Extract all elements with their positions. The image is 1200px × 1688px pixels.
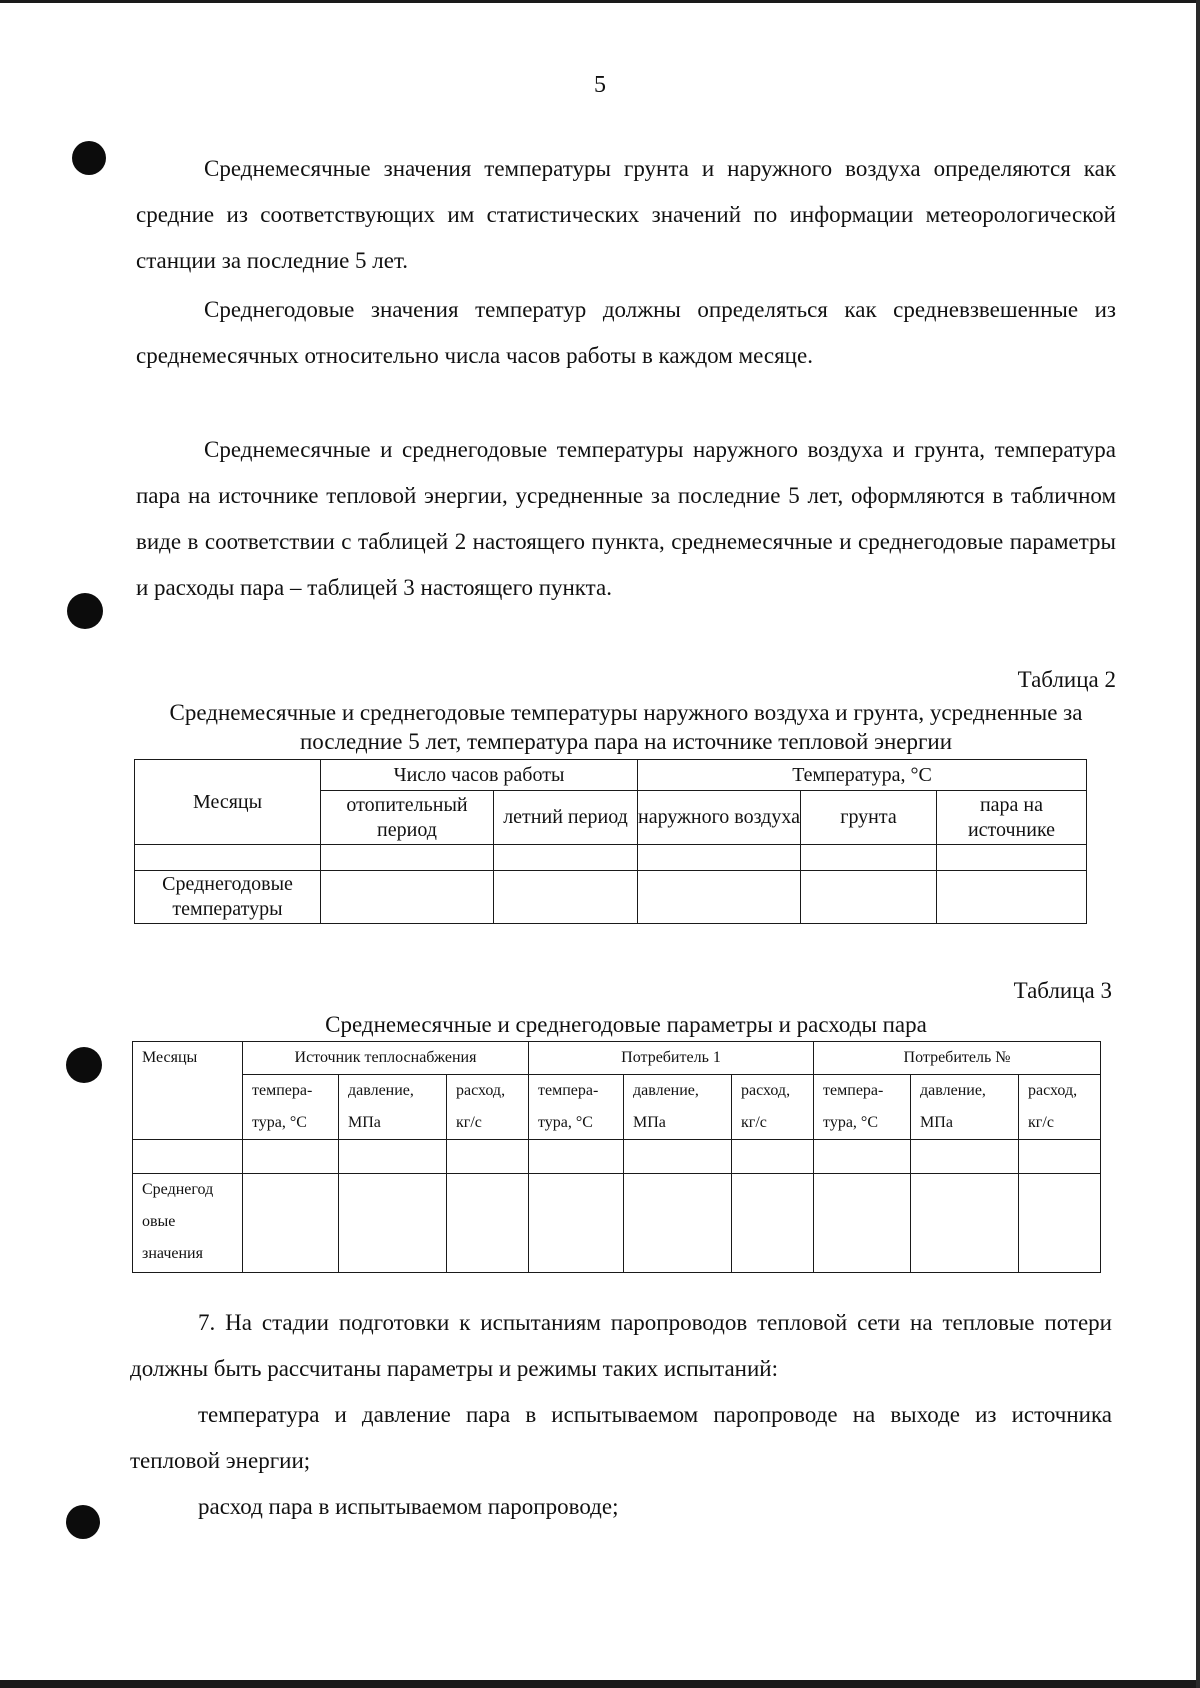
table-cell [638, 871, 801, 924]
table3-header-pressure: давление, МПа [339, 1075, 447, 1140]
table2-header-heating-period: отопительный период [321, 791, 494, 845]
table-cell [529, 1140, 624, 1174]
table-cell [321, 845, 494, 871]
table3-header-flow: расход, кг/с [732, 1075, 814, 1140]
scan-edge-bottom [0, 1680, 1200, 1688]
table2-header-row [135, 760, 1087, 791]
table-cell [339, 1174, 447, 1273]
table-cell [814, 1174, 911, 1273]
table3-header-pressure: давление, МПа [624, 1075, 732, 1140]
table2-header-soil: грунта [801, 791, 937, 845]
table2-title: Среднемесячные и среднегодовые температуры наружного воздуха и грунта, усредненные за последние 5 лет, температура пара на источнике тепловой энергии [169, 700, 1083, 754]
table2-header-months: Месяцы [135, 760, 321, 845]
table-cell [1019, 1140, 1101, 1174]
table3-header-temperature: темпера- тура, °С [243, 1075, 339, 1140]
table3-header-flow: расход, кг/с [447, 1075, 529, 1140]
table3-header-consumer-n: Потребитель № [814, 1042, 1101, 1075]
table3-header-consumer-1: Потребитель 1 [529, 1042, 814, 1075]
table2-header-summer-period: летний период [494, 791, 638, 845]
table-cell [638, 845, 801, 871]
table3-header-row [133, 1042, 1101, 1075]
table3 [132, 1041, 1101, 1273]
punch-hole [72, 141, 106, 175]
table3-header-flow: расход, кг/с [1019, 1075, 1101, 1140]
table-cell [624, 1174, 732, 1273]
table3-header-temperature: темпера- тура, °С [529, 1075, 624, 1140]
scan-edge-right [1196, 0, 1200, 1688]
table-cell [732, 1174, 814, 1273]
table2-number: Таблица 2 [1017, 667, 1116, 692]
table-cell [447, 1174, 529, 1273]
table2 [134, 759, 1087, 924]
table3-subheader-row [133, 1075, 1101, 1140]
paragraph-table-format: Среднемесячные и среднегодовые температуры наружного воздуха и грунта, температура пара на источнике тепловой энергии, усредненные за последние 5 лет, оформляются в табличном виде в соответствии с таблицей 2 настоящего пункта, среднемесячные и среднегодовые параметры и расходы пара – таблицей 3 настоящего пункта. [136, 437, 1116, 600]
table-row [135, 845, 1087, 871]
table-cell [937, 845, 1087, 871]
table-cell [732, 1140, 814, 1174]
table3-header-source: Источник теплоснабжения [243, 1042, 529, 1075]
punch-hole [67, 593, 103, 629]
paragraph-steam-flow: расход пара в испытываемом паропроводе; [198, 1494, 619, 1519]
table2-row-annual: Среднегодовые температуры [135, 871, 321, 924]
table-cell [133, 1140, 243, 1174]
table-row [133, 1140, 1101, 1174]
paragraph-annual-values: Среднегодовые значения температур должны определяться как средневзвешенные из среднемесячных относительно числа часов работы в каждом месяце. [136, 297, 1116, 368]
paragraph-item-7: 7. На стадии подготовки к испытаниям паропроводов тепловой сети на тепловые потери должны быть рассчитаны параметры и режимы таких испытаний: [130, 1310, 1112, 1381]
table3-header-temperature: темпера- тура, °С [814, 1075, 911, 1140]
paragraph-monthly-values: Среднемесячные значения температуры грунта и наружного воздуха определяются как средние из соответствующих им статистических значений по информации метеорологической станции за последние 5 лет. [136, 156, 1116, 273]
table-cell [801, 845, 937, 871]
table-cell [243, 1174, 339, 1273]
table2-header-hours: Число часов работы [321, 760, 638, 791]
table3-number: Таблица 3 [1013, 978, 1112, 1003]
table-cell [911, 1174, 1019, 1273]
page-number: 5 [594, 72, 606, 98]
table-cell [937, 871, 1087, 924]
table3-row-annual: Среднегод овые значения [133, 1174, 243, 1273]
table2-header-steam-source: пара на источнике [937, 791, 1087, 845]
table-cell [243, 1140, 339, 1174]
table-cell [624, 1140, 732, 1174]
paragraph-temperature-pressure: температура и давление пара в испытываемом паропроводе на выходе из источника тепловой энергии; [130, 1402, 1112, 1473]
table-cell [1019, 1174, 1101, 1273]
table2-header-outdoor-air: наружного воздуха [638, 791, 801, 845]
table-cell [529, 1174, 624, 1273]
table-row [133, 1174, 1101, 1273]
table3-header-months: Месяцы [133, 1042, 243, 1140]
table3-title: Среднемесячные и среднегодовые параметры и расходы пара [325, 1012, 927, 1037]
table3-header-pressure: давление, МПа [911, 1075, 1019, 1140]
table-cell [814, 1140, 911, 1174]
scan-edge-top [0, 0, 1200, 3]
table-cell [447, 1140, 529, 1174]
table-cell [494, 845, 638, 871]
punch-hole [66, 1505, 100, 1539]
table-row [135, 871, 1087, 924]
table-cell [911, 1140, 1019, 1174]
table-cell [801, 871, 937, 924]
table2-header-temperature: Температура, °C [638, 760, 1087, 791]
table-cell [339, 1140, 447, 1174]
table-cell [135, 845, 321, 871]
table-cell [321, 871, 494, 924]
table-cell [494, 871, 638, 924]
punch-hole [66, 1047, 102, 1083]
